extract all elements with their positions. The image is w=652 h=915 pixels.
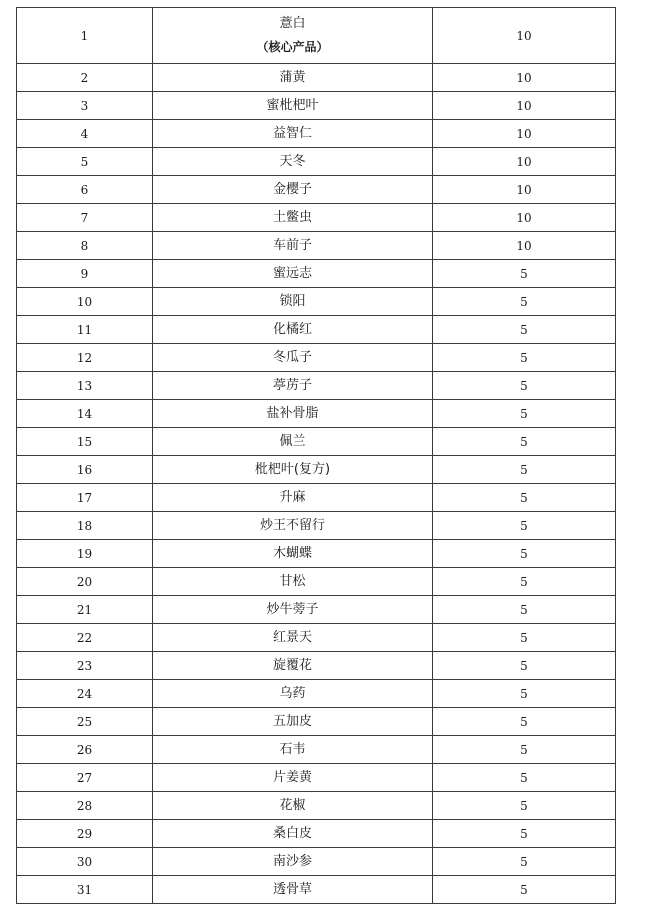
row-number: 1 — [17, 8, 153, 64]
value-cell: 10 — [433, 176, 616, 204]
product-name-cell: 枇杷叶(复方) — [153, 456, 433, 484]
value-cell: 10 — [433, 64, 616, 92]
value-cell: 5 — [433, 288, 616, 316]
product-name-cell: 木蝴蝶 — [153, 540, 433, 568]
row-number: 20 — [17, 568, 153, 596]
product-name-cell: 盐补骨脂 — [153, 400, 433, 428]
value-cell: 5 — [433, 596, 616, 624]
product-name-cell: 透骨草 — [153, 876, 433, 904]
table-row — [17, 708, 616, 736]
row-number: 17 — [17, 484, 153, 512]
row-number: 5 — [17, 148, 153, 176]
table-row — [17, 372, 616, 400]
value-cell: 5 — [433, 428, 616, 456]
product-name-cell — [153, 8, 433, 64]
table-body — [17, 8, 616, 904]
row-number: 26 — [17, 736, 153, 764]
product-name-cell: 旋覆花 — [153, 652, 433, 680]
product-name: 薏白 — [279, 16, 306, 31]
row-number: 2 — [17, 64, 153, 92]
row-number: 22 — [17, 624, 153, 652]
product-name-cell: 升麻 — [153, 484, 433, 512]
row-number: 6 — [17, 176, 153, 204]
table-row — [17, 484, 616, 512]
row-number: 10 — [17, 288, 153, 316]
product-name-cell: 蒲黄 — [153, 64, 433, 92]
core-product-note: （核心产品） — [256, 40, 329, 54]
product-name-cell: 炒牛蒡子 — [153, 596, 433, 624]
product-name-cell: 葶苈子 — [153, 372, 433, 400]
value-cell: 5 — [433, 540, 616, 568]
row-number: 31 — [17, 876, 153, 904]
product-name-cell: 锁阳 — [153, 288, 433, 316]
product-name-cell: 炒王不留行 — [153, 512, 433, 540]
row-number: 23 — [17, 652, 153, 680]
table-row — [17, 344, 616, 372]
value-cell: 5 — [433, 708, 616, 736]
value-cell: 5 — [433, 372, 616, 400]
table-row — [17, 232, 616, 260]
table-row — [17, 148, 616, 176]
row-number: 3 — [17, 92, 153, 120]
value-cell: 5 — [433, 568, 616, 596]
product-name-cell: 化橘红 — [153, 316, 433, 344]
product-name-cell: 甘松 — [153, 568, 433, 596]
row-number: 30 — [17, 848, 153, 876]
product-name-cell: 土鳖虫 — [153, 204, 433, 232]
table-row — [17, 176, 616, 204]
value-cell: 10 — [433, 120, 616, 148]
value-cell: 5 — [433, 680, 616, 708]
product-name-cell: 冬瓜子 — [153, 344, 433, 372]
row-number: 29 — [17, 820, 153, 848]
value-cell: 10 — [433, 8, 616, 64]
product-name-cell: 益智仁 — [153, 120, 433, 148]
table-row — [17, 288, 616, 316]
table-row — [17, 92, 616, 120]
table-row — [17, 764, 616, 792]
value-cell: 5 — [433, 456, 616, 484]
product-name-cell: 花椒 — [153, 792, 433, 820]
value-cell: 5 — [433, 512, 616, 540]
row-number: 28 — [17, 792, 153, 820]
value-cell: 5 — [433, 400, 616, 428]
product-name-cell: 片姜黄 — [153, 764, 433, 792]
table-row — [17, 792, 616, 820]
row-number: 19 — [17, 540, 153, 568]
table-row — [17, 456, 616, 484]
product-table — [16, 7, 616, 904]
table-row — [17, 120, 616, 148]
product-name-cell: 蜜枇杷叶 — [153, 92, 433, 120]
product-name-cell: 石韦 — [153, 736, 433, 764]
table-row — [17, 260, 616, 288]
table-row — [17, 848, 616, 876]
product-name-cell: 南沙参 — [153, 848, 433, 876]
table-row — [17, 64, 616, 92]
table-row — [17, 512, 616, 540]
value-cell: 5 — [433, 820, 616, 848]
row-number: 12 — [17, 344, 153, 372]
table-row — [17, 316, 616, 344]
product-name-cell: 红景天 — [153, 624, 433, 652]
value-cell: 5 — [433, 848, 616, 876]
row-number: 11 — [17, 316, 153, 344]
value-cell: 5 — [433, 484, 616, 512]
table-row — [17, 876, 616, 904]
value-cell: 5 — [433, 260, 616, 288]
table-row — [17, 568, 616, 596]
row-number: 9 — [17, 260, 153, 288]
row-number: 18 — [17, 512, 153, 540]
value-cell: 5 — [433, 624, 616, 652]
row-number: 25 — [17, 708, 153, 736]
table-row — [17, 820, 616, 848]
row-number: 4 — [17, 120, 153, 148]
row-number: 16 — [17, 456, 153, 484]
value-cell: 10 — [433, 148, 616, 176]
table-row — [17, 400, 616, 428]
value-cell: 5 — [433, 792, 616, 820]
product-name-cell: 五加皮 — [153, 708, 433, 736]
row-number: 8 — [17, 232, 153, 260]
product-name-cell: 蜜远志 — [153, 260, 433, 288]
value-cell: 5 — [433, 344, 616, 372]
row-number: 7 — [17, 204, 153, 232]
row-number: 24 — [17, 680, 153, 708]
row-number: 15 — [17, 428, 153, 456]
value-cell: 5 — [433, 764, 616, 792]
product-name-cell: 金樱子 — [153, 176, 433, 204]
table-row — [17, 624, 616, 652]
table-row — [17, 680, 616, 708]
value-cell: 10 — [433, 232, 616, 260]
table-row — [17, 596, 616, 624]
table-row — [17, 736, 616, 764]
value-cell: 5 — [433, 736, 616, 764]
row-number: 14 — [17, 400, 153, 428]
value-cell: 5 — [433, 652, 616, 680]
table-row — [17, 540, 616, 568]
product-name-cell: 乌药 — [153, 680, 433, 708]
table-row — [17, 204, 616, 232]
table-row — [17, 652, 616, 680]
value-cell: 5 — [433, 316, 616, 344]
value-cell: 5 — [433, 876, 616, 904]
row-number: 13 — [17, 372, 153, 400]
product-name-cell: 车前子 — [153, 232, 433, 260]
row-number: 27 — [17, 764, 153, 792]
product-name-cell: 天冬 — [153, 148, 433, 176]
table-row — [17, 428, 616, 456]
value-cell: 10 — [433, 204, 616, 232]
row-number: 21 — [17, 596, 153, 624]
value-cell: 10 — [433, 92, 616, 120]
product-name-cell: 佩兰 — [153, 428, 433, 456]
product-name-cell: 桑白皮 — [153, 820, 433, 848]
table-row — [17, 8, 616, 64]
